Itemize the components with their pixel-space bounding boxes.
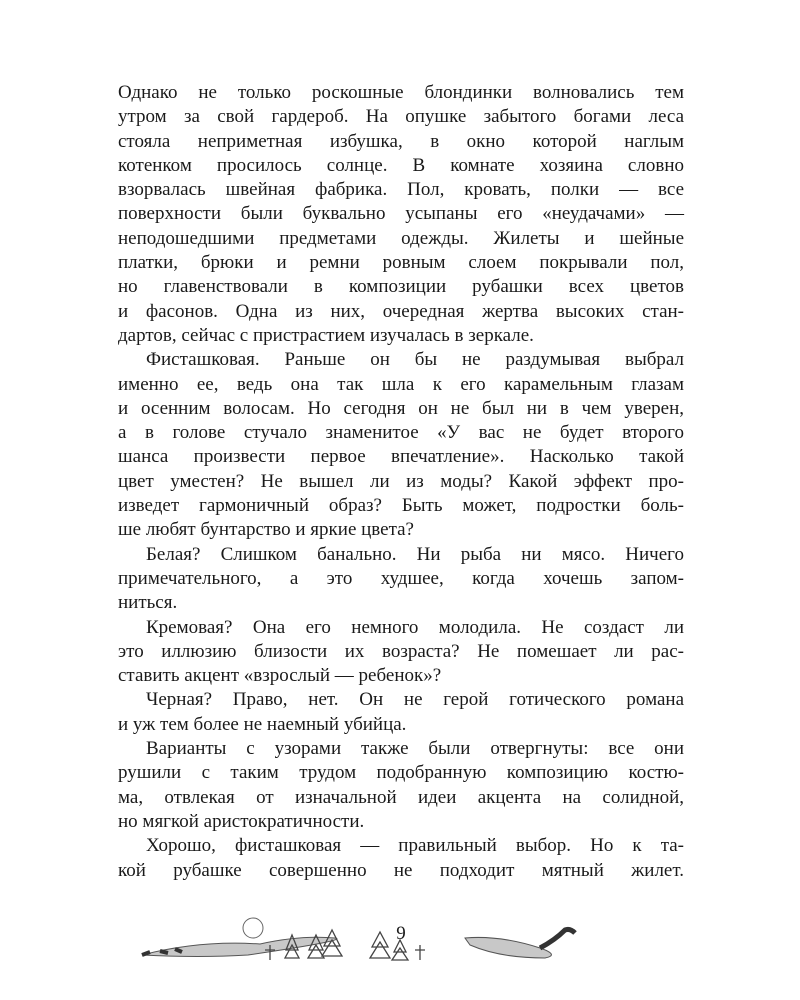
text-line: а в голове стучало знаменитое «У вас не будет второго	[118, 422, 684, 444]
text-line: Белая? Слишком банально. Ни рыба ни мясо. Ничего	[146, 543, 684, 565]
text-line: стояла неприметная избушка, в окно которой наглым	[118, 130, 684, 152]
text-line: шанса произвести первое впечатление». Насколько такой	[118, 446, 684, 468]
right-cat-icon	[465, 929, 575, 958]
text-line: Варианты с узорами также были отвергнуты: все они	[146, 738, 684, 760]
text-line: платки, брюки и ремни ровным слоем покрывали пол,	[118, 252, 684, 274]
text-line: поверхности были буквально усыпаны его «неудачами» —	[118, 203, 684, 225]
text-line: ниться.	[118, 592, 178, 614]
text-line: ше любят бунтарство и яркие цвета?	[118, 519, 414, 541]
text-line: изведет гармоничный образ? Быть может, подростки боль-	[118, 495, 684, 517]
text-line: Хорошо, фисташковая — правильный выбор. Но к та-	[146, 835, 684, 857]
text-line: рушили с таким трудом подобранную композицию костю-	[118, 762, 684, 784]
page-number: 9	[396, 922, 406, 944]
text-line: котенком просилось солнце. В комнате хозяина словно	[118, 154, 684, 176]
text-line: и уж тем более не наемный убийца.	[118, 713, 407, 735]
text-line: кой рубашке совершенно не подходит мятный жилет.	[118, 859, 684, 881]
text-line: и фасонов. Одна из них, очередная жертва высоких стан-	[118, 300, 684, 322]
text-line: именно ее, ведь она так шла к его карамельным глазам	[118, 373, 684, 395]
text-line: неподошедшими предметами одежды. Жилеты и шейные	[118, 227, 684, 249]
text-line: Кремовая? Она его немного молодила. Не создаст ли	[146, 616, 684, 638]
text-line: взорвалась швейная фабрика. Пол, кровать, полки — все	[118, 179, 684, 201]
text-line: утром за свой гардероб. На опушке забытого богами леса	[118, 106, 684, 128]
text-line: это иллюзию близости их возраста? Не помешает ли рас-	[118, 640, 684, 662]
text-line: дартов, сейчас с пристрастием изучалась в зеркале.	[118, 324, 534, 346]
left-cat-icon	[142, 918, 337, 957]
text-line: примечательного, а это худшее, когда хочешь запом-	[118, 567, 684, 589]
footer-ornament	[0, 900, 800, 980]
text-line: Черная? Право, нет. Он не герой готического романа	[146, 689, 684, 711]
text-line: ма, отвлекая от изначальной идеи акцента на солидной,	[118, 786, 684, 808]
text-line: но главенствовали в композиции рубашки всех цветов	[118, 276, 684, 298]
text-line: но мягкой аристократичности.	[118, 810, 365, 832]
text-line: и осенним волосам. Но сегодня он не был ни в чем уверен,	[118, 397, 684, 419]
text-line: цвет уместен? Не вышел ли из моды? Какой эффект про-	[118, 470, 684, 492]
text-line: Однако не только роскошные блондинки волновались тем	[118, 82, 684, 103]
text-line: ставить акцент «взрослый — ребенок»?	[118, 665, 442, 687]
text-line: Фисташковая. Раньше он бы не раздумывая выбрал	[146, 349, 684, 371]
